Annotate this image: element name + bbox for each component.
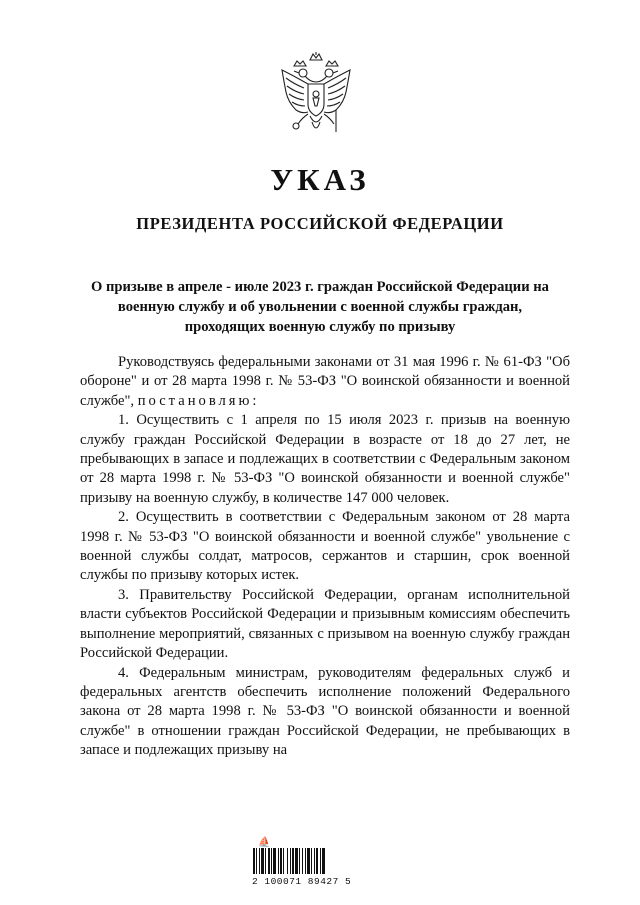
barcode-bar xyxy=(268,848,270,874)
barcode-bar xyxy=(261,848,264,874)
barcode xyxy=(252,838,352,874)
preamble-paragraph xyxy=(80,353,570,411)
barcode-bar xyxy=(265,848,266,874)
barcode-bar xyxy=(280,848,282,874)
preamble-decree: постановляю: xyxy=(137,392,260,409)
barcode-bars xyxy=(252,848,350,874)
barcode-bar xyxy=(314,848,315,874)
document-body xyxy=(80,353,570,761)
barcode-bar xyxy=(292,848,294,874)
paragraph-3: 3. Правительству Российской Федерации, органам исполнительной власти субъектов Российской Федерации и призывным комиссиям обеспечить выполнение мероприятий, связанных с призывом на военную службу граждан Российской Федерации. xyxy=(80,586,570,662)
barcode-bar xyxy=(320,848,321,874)
document-subtitle: ПРЕЗИДЕНТА РОССИЙСКОЙ ФЕДЕРАЦИИ xyxy=(136,214,504,233)
barcode-logo-icon: ⛵ xyxy=(258,837,271,848)
coat-of-arms-icon xyxy=(276,52,356,144)
barcode-bar xyxy=(305,848,306,874)
preamble-text: Руководствуясь федеральными законами от 31 мая 1996 г. № 61-ФЗ "Об обороне" и от 28 марта 1998 г. № 53-ФЗ "О воинской обязанности и военной службе", xyxy=(80,354,570,409)
document-title: УКАЗ xyxy=(270,162,370,197)
paragraph-4: 4. Федеральным министрам, руководителям федеральных служб и федеральных агентств обеспечить исполнение положений Федерального закона от 28 марта 1998 г. № 53-ФЗ "О воинской обязанности и военной службе" в отношении граждан Российской Федерации, не пребывающих в запасе и подлежащих призыву на xyxy=(80,664,570,759)
barcode-bar xyxy=(278,848,279,874)
paragraph-2: 2. Осуществить в соответствии с Федеральным законом от 28 марта 1998 г. № 53-ФЗ "О воинской обязанности и военной службе" увольнение с военной службы солдат, матросов, сержантов и старшин, срок военной службы по призыву которых истек. xyxy=(80,509,570,584)
barcode-bar xyxy=(307,848,310,874)
barcode-bar xyxy=(287,848,288,874)
barcode-bar xyxy=(302,848,303,874)
barcode-bar xyxy=(316,848,318,874)
barcode-bar xyxy=(322,848,325,874)
barcode-bar xyxy=(295,848,298,874)
barcode-bar xyxy=(311,848,312,874)
barcode-bar xyxy=(256,848,257,874)
barcode-bar xyxy=(290,848,291,874)
paragraph-1: 1. Осуществить с 1 апреля по 15 июля 2023 г. призыв на военную службу граждан Российской Федерации в возрасте от 18 до 27 лет, не пребывающих в запасе и подлежащих в соответствии с Федеральным законом от 28 марта 1998 г. № 53-ФЗ "О воинской обязанности и военной службе" призыву на военную службу, в количестве 147 000 человек. xyxy=(80,412,570,506)
barcode-bar xyxy=(299,848,300,874)
barcode-bar xyxy=(271,848,272,874)
barcode-bar xyxy=(273,848,276,874)
barcode-bar xyxy=(259,848,260,874)
document-heading: О призыве в апреле - июле 2023 г. граждан Российской Федерации на военную службу и об увольнении с военной службы граждан, проходящих военную службу по призыву xyxy=(91,279,549,335)
barcode-bar xyxy=(283,848,284,874)
barcode-number: 2 100071 89427 5 xyxy=(252,876,352,887)
barcode-bar xyxy=(253,848,255,874)
